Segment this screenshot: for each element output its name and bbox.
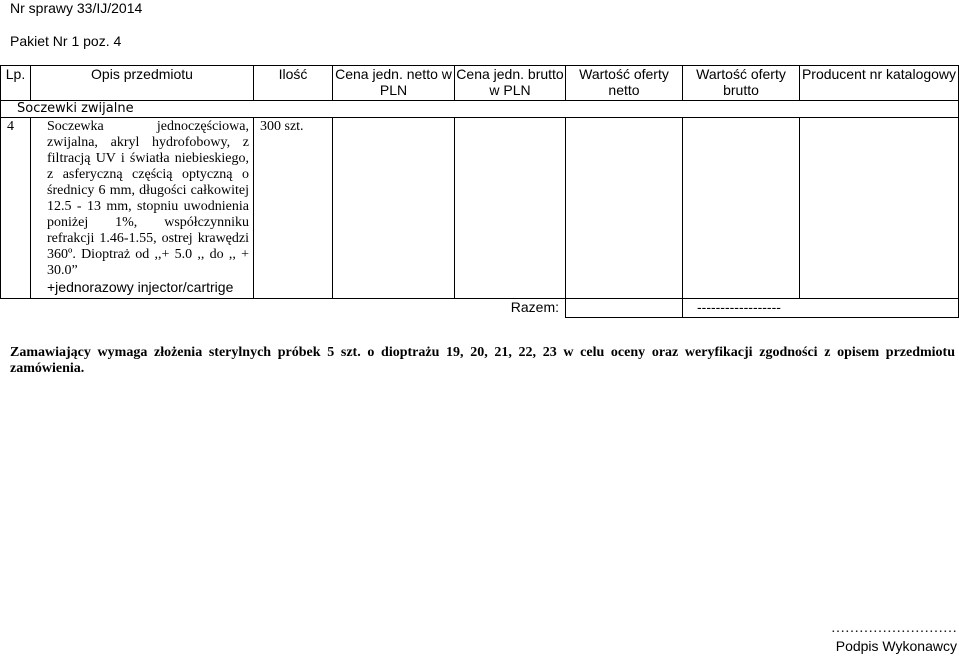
signature-line: ……………………… xyxy=(831,621,957,636)
header-lp: Lp. xyxy=(1,66,31,101)
header-description: Opis przedmiotu xyxy=(31,66,254,101)
total-value-net[interactable] xyxy=(566,299,683,318)
case-number: Nr sprawy 33/IJ/2014 xyxy=(10,0,143,16)
item-description xyxy=(31,118,254,299)
item-value-gross[interactable] xyxy=(683,118,800,299)
item-description-main: Soczewka jednoczęściowa, zwijalna, akryl hydrofobowy, z filtracją UV i światła niebieskiego, z asferyczną częścią optyczną o średnicy 6 mm, długości całkowitej 12.5 - 13 mm, stopniu uwodnienia poniżej 1%, współczynniku refrakcji 1.46-1.55, ostrej krawędzi 360º. Dioptraż od ,,+ 5.0 ,, do ,, + 30.0” xyxy=(47,119,249,278)
header-quantity: Ilość xyxy=(254,66,333,101)
item-lp: 4 xyxy=(1,118,31,299)
total-row xyxy=(1,299,959,318)
sample-requirement-note: Zamawiający wymaga złożenia sterylnych próbek 5 szt. o dioptrażu 19, 20, 21, 22, 23 w celu oceny oraz weryfikacji zgodności z opisem przedmiotu zamówienia. xyxy=(10,345,955,376)
header-value-net: Wartość oferty netto xyxy=(566,66,683,101)
item-unit-gross[interactable] xyxy=(455,118,566,299)
header-unit-gross: Cena jedn. brutto w PLN xyxy=(455,66,566,101)
item-description-extra: +jednorazowy injector/cartrige xyxy=(47,279,234,295)
item-quantity: 300 szt. xyxy=(254,118,333,299)
item-value-net[interactable] xyxy=(566,118,683,299)
section-title: Soczewki zwijalne xyxy=(1,101,959,118)
header-unit-net: Cena jedn. netto w PLN xyxy=(333,66,455,101)
item-producer[interactable] xyxy=(800,118,959,299)
signature-label: Podpis Wykonawcy xyxy=(835,638,957,654)
header-value-gross: Wartość oferty brutto xyxy=(683,66,800,101)
total-gross-placeholder: ------------------ xyxy=(683,299,959,318)
item-unit-net[interactable] xyxy=(333,118,455,299)
table-row xyxy=(1,118,959,299)
total-label: Razem: xyxy=(510,299,559,315)
header-producer: Producent nr katalogowy xyxy=(800,66,959,101)
section-row xyxy=(1,101,959,118)
package-number: Pakiet Nr 1 poz. 4 xyxy=(10,33,122,49)
table-header-row xyxy=(1,66,959,101)
offer-table xyxy=(0,65,959,318)
